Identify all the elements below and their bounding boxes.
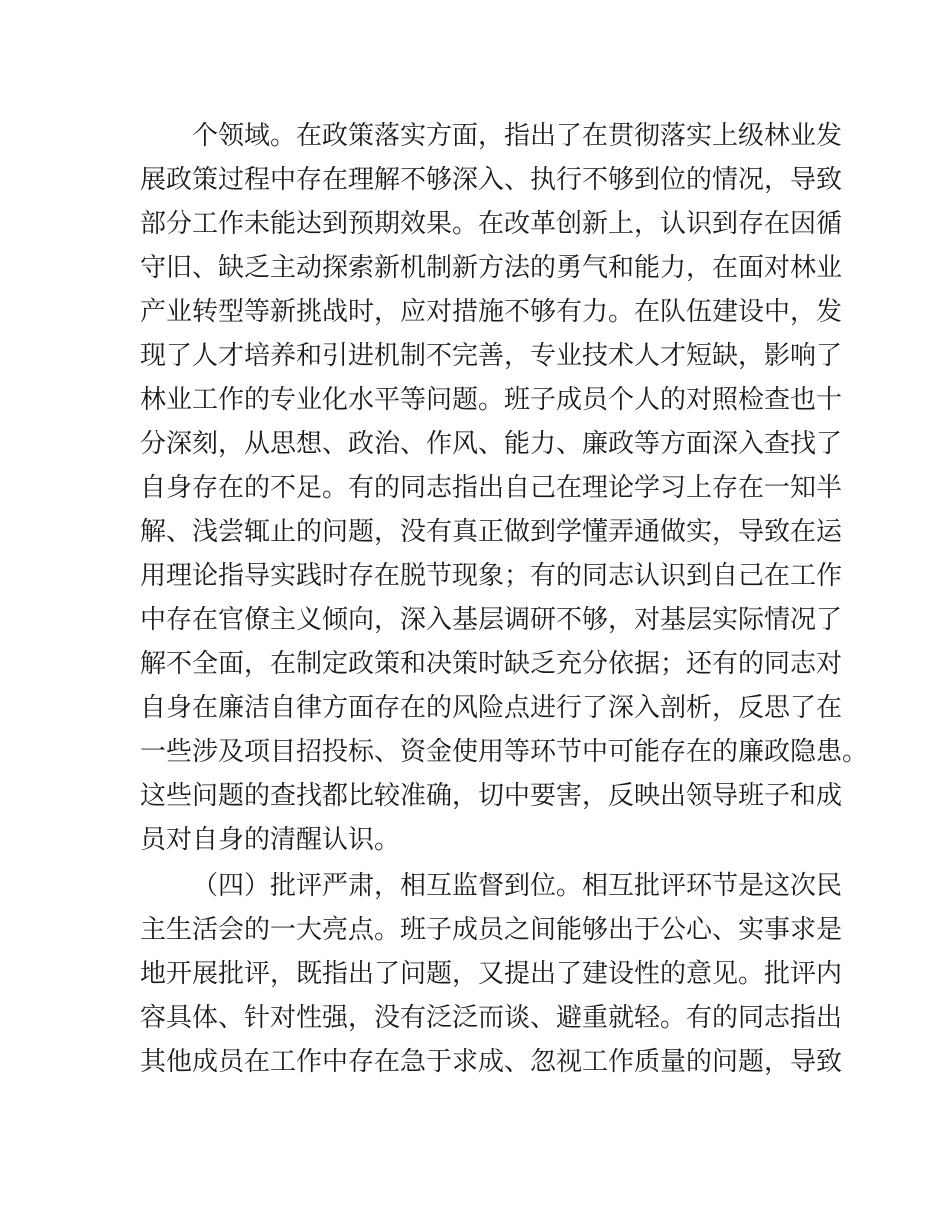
text-line: 分深刻，从思想、政治、作风、能力、廉政等方面深入查找了: [140, 429, 843, 459]
text-line: 员对自身的清醒认识。: [140, 825, 401, 855]
text-line: 产业转型等新挑战时，应对措施不够有力。在队伍建设中，发: [140, 297, 843, 327]
text-line: 地开展批评，既指出了问题，又提出了建设性的意见。批评内: [140, 959, 843, 989]
text-line: 用理论指导实践时存在脱节现象；有的同志认识到自己在工作: [140, 561, 843, 591]
text-line: 解不全面，在制定政策和决策时缺乏充分依据；还有的同志对: [140, 649, 843, 679]
text-line: 其他成员在工作中存在急于求成、忽视工作质量的问题，导致: [140, 1047, 843, 1077]
section-heading-line: （四）批评严肃，相互监督到位。相互批评环节是这次民: [192, 871, 843, 901]
text-line: 个领域。在政策落实方面，指出了在贯彻落实上级林业发: [192, 121, 843, 151]
text-line: 中存在官僚主义倾向，深入基层调研不够，对基层实际情况了: [140, 605, 843, 635]
text-line: 容具体、针对性强，没有泛泛而谈、避重就轻。有的同志指出: [140, 1003, 843, 1033]
text-line: 一些涉及项目招投标、资金使用等环节中可能存在的廉政隐患。: [140, 737, 869, 767]
text-line: 自身在廉洁自律方面存在的风险点进行了深入剖析，反思了在: [140, 693, 843, 723]
text-line: 部分工作未能达到预期效果。在改革创新上，认识到存在因循: [140, 209, 843, 239]
text-line: 主生活会的一大亮点。班子成员之间能够出于公心、实事求是: [140, 915, 843, 945]
text-line: 现了人才培养和引进机制不完善，专业技术人才短缺，影响了: [140, 341, 843, 371]
text-line: 守旧、缺乏主动探索新机制新方法的勇气和能力，在面对林业: [140, 253, 843, 283]
text-line: 林业工作的专业化水平等问题。班子成员个人的对照检查也十: [140, 385, 843, 415]
text-line: 解、浅尝辄止的问题，没有真正做到学懂弄通做实，导致在运: [140, 517, 843, 547]
text-line: 展政策过程中存在理解不够深入、执行不够到位的情况，导致: [140, 165, 843, 195]
text-line: 这些问题的查找都比较准确，切中要害，反映出领导班子和成: [140, 781, 843, 811]
text-line: 自身存在的不足。有的同志指出自己在理论学习上存在一知半: [140, 473, 843, 503]
